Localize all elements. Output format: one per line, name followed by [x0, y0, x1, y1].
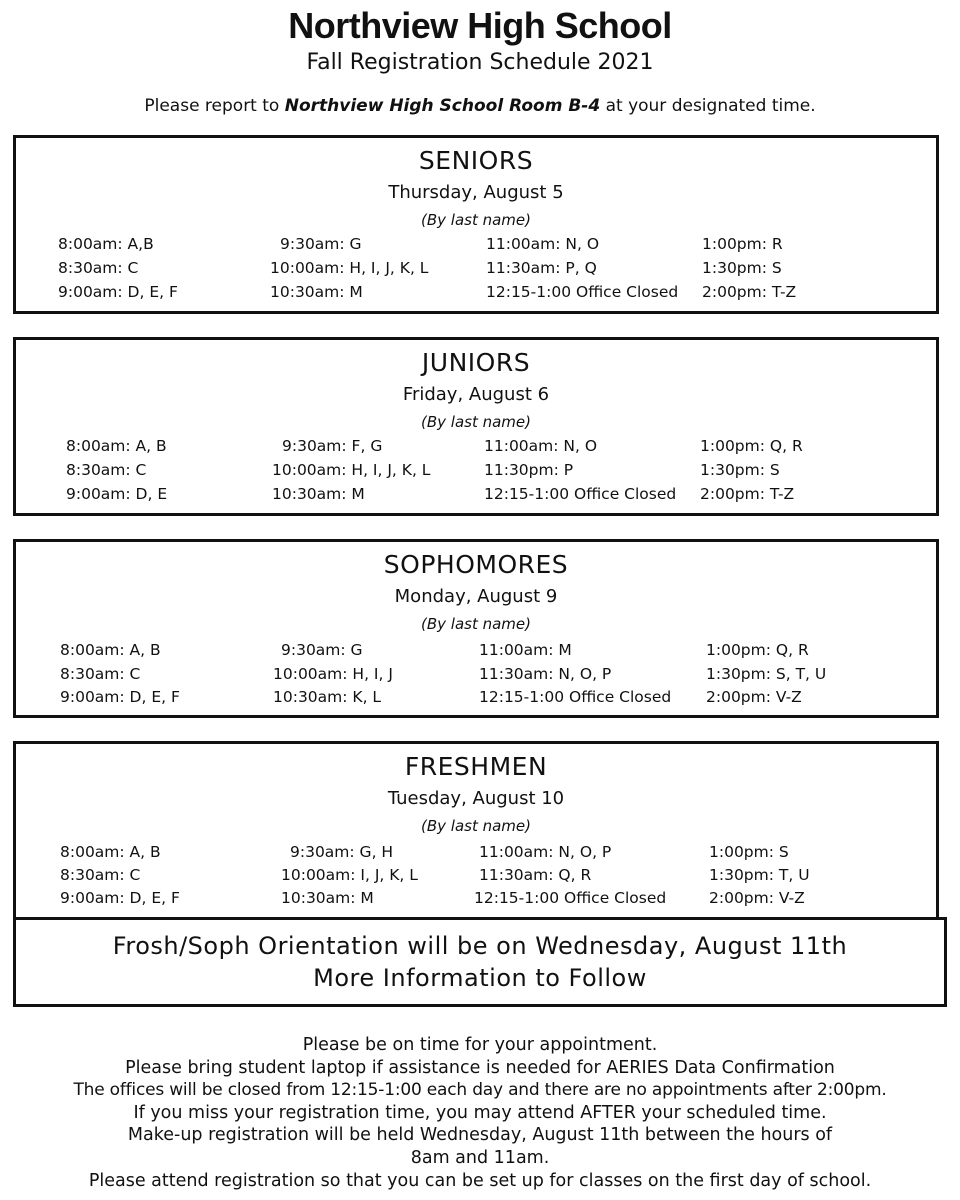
footer-notes — [0, 1034, 960, 1192]
time-slot: 11:00am: N, O — [484, 437, 598, 455]
time-slot: 9:00am: D, E, F — [60, 889, 180, 907]
time-slot: 10:00am: H, I, J — [273, 665, 393, 683]
time-slot: 10:30am: M — [281, 889, 374, 907]
time-slot: 12:15-1:00 Office Closed — [479, 688, 672, 706]
time-slot: 8:00am: A, B — [60, 641, 161, 659]
time-slot: 9:30am: G — [280, 235, 362, 253]
orientation-followup: More Information to Follow — [313, 964, 647, 992]
time-slot: 8:00am: A, B — [66, 437, 167, 455]
time-slot: 12:15-1:00 Office Closed — [474, 889, 667, 907]
grade-heading: SOPHOMORES — [383, 550, 569, 579]
time-slot: 11:30pm: P — [484, 461, 574, 479]
time-slot: 2:00pm: V-Z — [706, 688, 802, 706]
grade-heading: JUNIORS — [421, 348, 531, 377]
time-slot: 10:30am: M — [270, 283, 363, 301]
time-slot: 1:30pm: S — [700, 461, 780, 479]
freshmen-schedule-box — [13, 741, 939, 920]
time-slot: 1:30pm: T, U — [709, 866, 810, 884]
by-last-name-note: (By last name) — [420, 817, 531, 835]
footer-line: Please be on time for your appointment. — [302, 1035, 658, 1055]
time-slot: 2:00pm: V-Z — [709, 889, 805, 907]
grade-heading: SENIORS — [418, 146, 534, 175]
time-slot: 1:30pm: S — [702, 259, 782, 277]
time-slot: 8:30am: C — [66, 461, 147, 479]
time-slot: 1:00pm: S — [709, 843, 789, 861]
school-title: Northview High School — [288, 5, 672, 46]
sophomores-schedule-box — [13, 539, 939, 718]
by-last-name-note: (By last name) — [420, 615, 531, 633]
time-slot: 9:00am: D, E — [66, 485, 168, 503]
grade-heading: FRESHMEN — [404, 752, 548, 781]
footer-line: Make-up registration will be held Wednesday, August 11th between the hours of — [127, 1125, 833, 1146]
footer-line: The offices will be closed from 12:15-1:00 each day and there are no appointments after 2:00pm. — [73, 1080, 887, 1101]
time-slot: 11:30am: Q, R — [479, 866, 592, 884]
time-slot: 1:30pm: S, T, U — [706, 665, 827, 683]
time-slot: 11:00am: N, O, P — [479, 843, 612, 861]
registration-day: Thursday, August 5 — [388, 182, 564, 203]
registration-day: Monday, August 9 — [394, 586, 558, 607]
report-location: Northview High School Room B-4 — [284, 96, 601, 116]
time-slot: 9:30am: F, G — [282, 437, 383, 455]
footer-line: 8am and 11am. — [410, 1147, 550, 1168]
time-slot: 10:00am: I, J, K, L — [281, 866, 418, 884]
time-slot: 11:00am: N, O — [486, 235, 600, 253]
orientation-banner — [13, 917, 947, 1007]
time-slot: 2:00pm: T-Z — [700, 485, 795, 503]
time-slot: 9:30am: G, H — [290, 843, 394, 861]
time-slot: 12:15-1:00 Office Closed — [484, 485, 677, 503]
time-slot: 11:30am: P, Q — [486, 259, 597, 277]
registration-day: Friday, August 6 — [402, 384, 550, 405]
registration-day: Tuesday, August 10 — [387, 788, 565, 809]
time-slot: 9:30am: G — [281, 641, 363, 659]
time-slot: 8:00am: A,B — [58, 235, 154, 253]
time-slot: 9:00am: D, E, F — [60, 688, 180, 706]
juniors-schedule-box — [13, 337, 939, 516]
time-slot: 9:00am: D, E, F — [58, 283, 178, 301]
time-slot: 8:30am: C — [60, 866, 141, 884]
footer-line: Please attend registration so that you can be set up for classes on the first day of school. — [88, 1170, 872, 1191]
report-prefix: Please report to — [144, 96, 280, 116]
schedule-subtitle: Fall Registration Schedule 2021 — [306, 50, 654, 75]
seniors-schedule-box — [13, 135, 939, 314]
footer-line: Please bring student laptop if assistance is needed for AERIES Data Confirmation — [125, 1057, 835, 1078]
time-slot: 8:00am: A, B — [60, 843, 161, 861]
time-slot: 11:30am: N, O, P — [479, 665, 612, 683]
time-slot: 8:30am: C — [60, 665, 141, 683]
time-slot: 10:30am: K, L — [273, 688, 382, 706]
report-instruction — [0, 94, 960, 118]
time-slot: 1:00pm: Q, R — [700, 437, 803, 455]
by-last-name-note: (By last name) — [420, 211, 531, 229]
time-slot: 1:00pm: R — [702, 235, 783, 253]
time-slot: 1:00pm: Q, R — [706, 641, 809, 659]
time-slot: 10:00am: H, I, J, K, L — [270, 259, 429, 277]
time-slot: 10:00am: H, I, J, K, L — [272, 461, 431, 479]
by-last-name-note: (By last name) — [420, 413, 531, 431]
time-slot: 12:15-1:00 Office Closed — [486, 283, 679, 301]
time-slot: 10:30am: M — [272, 485, 365, 503]
time-slot: 8:30am: C — [58, 259, 139, 277]
footer-line: If you miss your registration time, you may attend AFTER your scheduled time. — [133, 1102, 827, 1123]
time-slot: 2:00pm: T-Z — [702, 283, 797, 301]
orientation-date: Frosh/Soph Orientation will be on Wednesday, August 11th — [112, 932, 848, 960]
time-slot: 11:00am: M — [479, 641, 572, 659]
report-suffix: at your designated time. — [605, 96, 816, 116]
